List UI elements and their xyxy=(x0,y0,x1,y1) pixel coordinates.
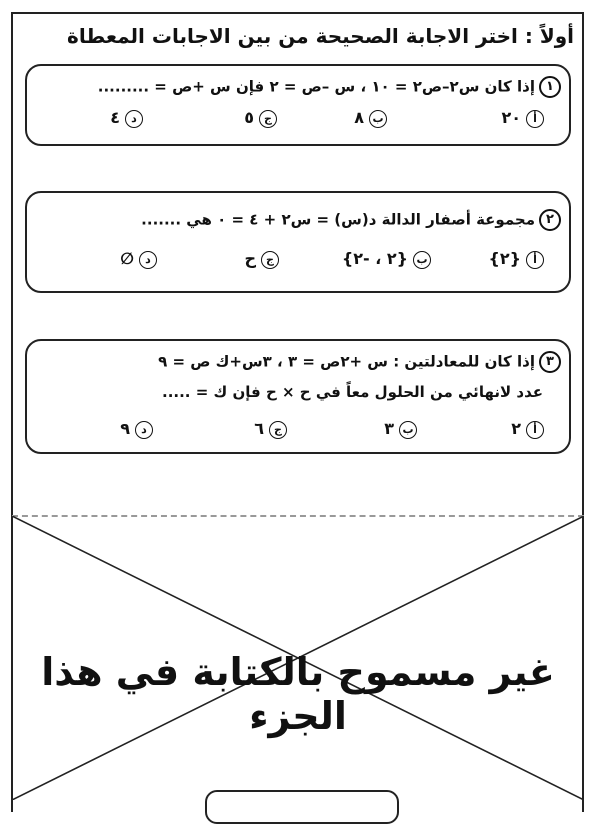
option-d[interactable]: د٤ xyxy=(110,108,143,128)
question-1-options xyxy=(27,108,569,132)
option-c[interactable]: ج٥ xyxy=(244,108,277,128)
question-3-options xyxy=(27,419,569,443)
option-d[interactable]: د∅ xyxy=(120,249,157,269)
question-3-text-line-1: ٣إذا كان للمعادلتين : س +٢ص = ٣ ، ٣س+ك ص = ٩ xyxy=(35,351,561,373)
option-b[interactable]: ب{٢ ، -٢} xyxy=(342,249,431,269)
option-b[interactable]: ب٣ xyxy=(384,419,417,439)
question-number-badge: ٣ xyxy=(539,351,561,373)
option-d[interactable]: د٩ xyxy=(120,419,153,439)
question-2-text: ٢مجموعة أصفار الدالة د(س) = س٢ + ٤ = ٠ هي ....... xyxy=(35,209,561,231)
option-c[interactable]: جح xyxy=(244,249,279,269)
question-box-2 xyxy=(25,191,571,293)
question-box-1 xyxy=(25,64,571,146)
section-title: أولاً : اختر الاجابة الصحيحة من بين الاجابات المعطاة xyxy=(67,24,574,48)
option-b[interactable]: ب٨ xyxy=(354,108,387,128)
question-2-options xyxy=(27,249,569,273)
question-3-text-line-2: عدد لانهائي من الحلول معاً في ح × ح فإن ك = ..... xyxy=(162,383,543,401)
question-number-badge: ٢ xyxy=(539,209,561,231)
option-a[interactable]: أ{٢} xyxy=(488,249,544,269)
question-box-3 xyxy=(25,339,571,454)
no-writing-notice: غير مسموح بالكتابة في هذا الجزء xyxy=(41,650,555,738)
question-1-text: ١إذا كان س٢–ص٢ = ١٠ ، س –ص = ٢ فإن س +ص = ......... xyxy=(35,76,561,98)
option-a[interactable]: أ٢ xyxy=(511,419,544,439)
question-number-badge: ١ xyxy=(539,76,561,98)
option-a[interactable]: أ٢٠ xyxy=(501,108,544,128)
bottom-box-edge xyxy=(205,790,399,824)
option-c[interactable]: ج٦ xyxy=(254,419,287,439)
